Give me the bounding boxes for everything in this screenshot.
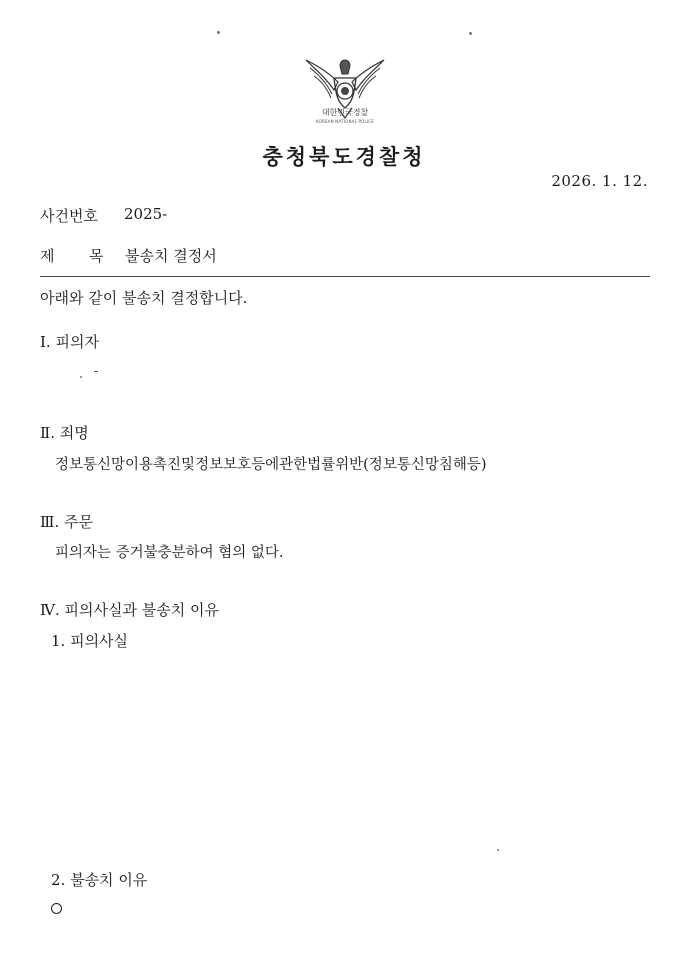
- scan-speck: [80, 376, 82, 378]
- scan-speck: [469, 32, 472, 35]
- intro-text: 아래와 같이 불송치 결정합니다.: [40, 289, 248, 307]
- disposition-text: 피의자는 증거불충분하여 혐의 없다.: [55, 545, 284, 561]
- scan-speck: [497, 849, 499, 851]
- document-date: 2026. 1. 12.: [551, 172, 648, 190]
- organization-title: 충청북도경찰청: [262, 144, 426, 169]
- section-2-heading: Ⅱ. 죄명: [40, 424, 89, 442]
- section-4-heading: Ⅳ. 피의사실과 불송치 이유: [40, 601, 219, 619]
- emblem-subcaption: KOREAN NATIONAL POLICE: [316, 119, 374, 124]
- case-number-label: 사건번호: [40, 207, 98, 225]
- emblem-caption: 대한민국경찰: [321, 108, 369, 117]
- section-1-heading: Ⅰ. 피의자: [40, 333, 99, 351]
- case-number-value: 2025-: [124, 205, 168, 223]
- title-label-second-char: 목: [89, 247, 104, 265]
- charge-text: 정보통신망이용촉진및정보보호등에관한법률위반(정보통신망침해등): [55, 457, 487, 473]
- header-divider: [40, 276, 650, 277]
- title-label-first-char: 제: [40, 247, 55, 265]
- subsection-non-referral-reason: 2. 불송치 이유: [51, 871, 148, 889]
- subsection-suspected-facts: 1. 피의사실: [51, 632, 129, 650]
- bullet-circle-icon: [51, 903, 62, 914]
- section-3-heading: Ⅲ. 주문: [40, 513, 93, 531]
- scan-speck: [217, 31, 220, 34]
- suspect-value: -: [94, 364, 99, 378]
- title-value: 불송치 결정서: [125, 247, 217, 265]
